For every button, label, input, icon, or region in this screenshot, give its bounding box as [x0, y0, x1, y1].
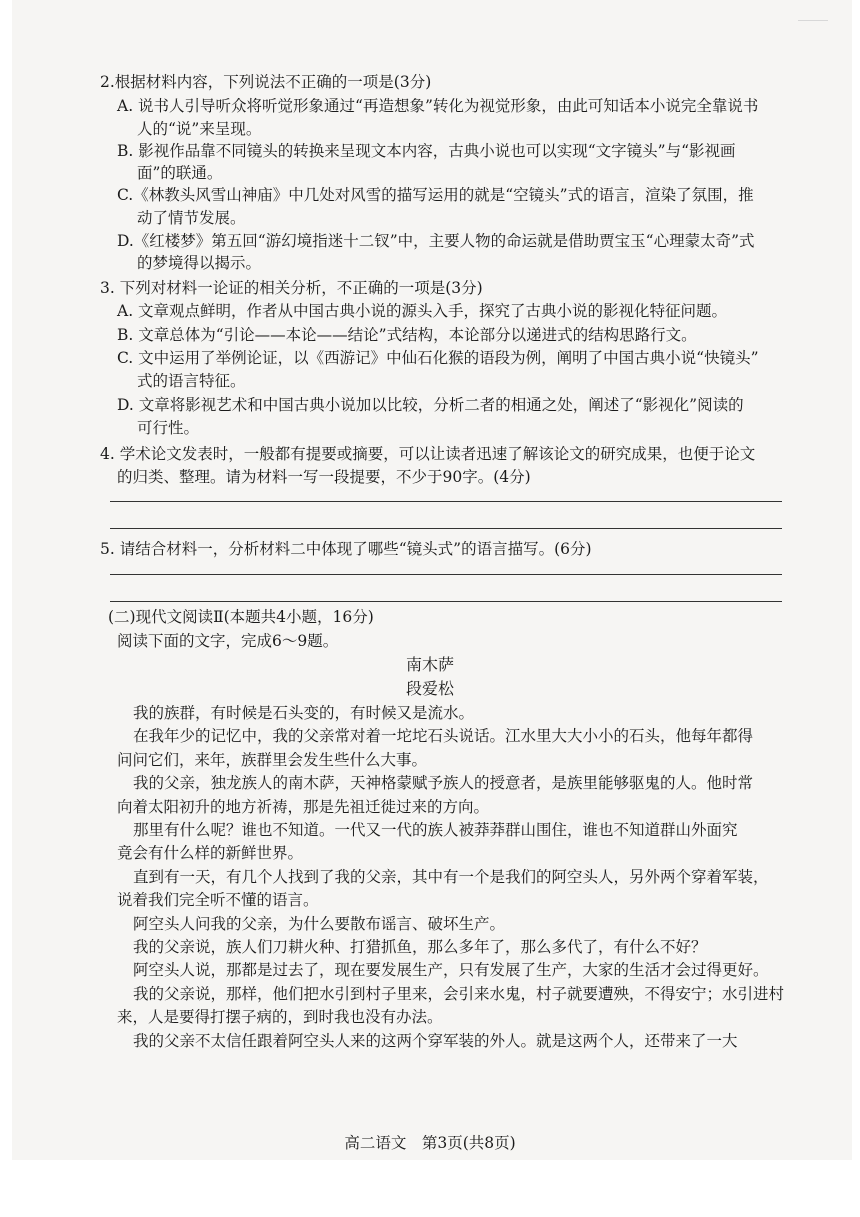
q5-answer-line-1[interactable]	[110, 574, 782, 575]
story-line: 阿空头人问我的父亲，为什么要散布谣言、破坏生产。	[133, 914, 506, 933]
q2-stem: 2.根据材料内容，下列说法不正确的一项是(3分)	[100, 73, 432, 91]
q4-answer-line-1[interactable]	[110, 501, 782, 502]
q4-line2: 的归类、整理。请为材料一写一段提要，不少于90字。(4分)	[117, 468, 531, 486]
story-line: 竟会有什么样的新鲜世界。	[117, 844, 304, 863]
story-line: 问问它们，来年，族群里会发生些什么大事。	[117, 750, 428, 769]
q4-answer-line-2[interactable]	[110, 528, 782, 529]
story-title: 南木萨	[405, 655, 454, 674]
page-footer: 高二语文 第3页(共8页)	[344, 1134, 516, 1152]
story-line: 我的父亲说，族人们刀耕火种、打猎抓鱼，那么多年了，那么多代了，有什么不好？	[133, 938, 707, 956]
q2-option-d-line2: 的梦境得以揭示。	[137, 254, 262, 272]
story-line: 来，人是要得打摆子病的，到时我也没有办法。	[117, 1008, 443, 1027]
story-line: 阿空头人说，那都是过去了，现在要发展生产，只有发展了生产，大家的生活才会过得更好。	[133, 961, 769, 980]
story-line: 我的父亲不太信任跟着阿空头人来的这两个穿军装的外人。就是这两个人，还带来了一大	[133, 1031, 738, 1050]
q3-option-c-line2: 式的语言特征。	[137, 372, 246, 390]
story-line: 向着太阳初升的地方祈祷，那是先祖迁徙过来的方向。	[117, 797, 490, 816]
q2-option-c-line2: 动了情节发展。	[137, 209, 246, 227]
q3-option-d-line2: 可行性。	[137, 419, 200, 437]
q2-option-b-line1: B. 影视作品靠不同镜头的转换来呈现文本内容，古典小说也可以实现“文字镜头”与“影视画	[117, 142, 736, 160]
q2-option-a-line1: A. 说书人引导听众将听觉形象通过“再造想象”转化为视觉形象，由此可知话本小说完全靠说书	[117, 97, 759, 115]
story-line: 那里有什么呢？谁也不知道。一代又一代的族人被莽莽群山围住，谁也不知道群山外面究	[133, 821, 738, 839]
q3-stem: 3. 下列对材料一论证的相关分析，不正确的一项是(3分)	[100, 279, 483, 297]
q2-option-d-line1: D.《红楼梦》第五回“游幻境指迷十二钗”中，主要人物的命运就是借助贾宝玉“心理蒙太奇”式	[117, 232, 755, 250]
story-line: 在我年少的记忆中，我的父亲常对着一坨坨石头说话。江水里大大小小的石头，他每年都得	[133, 727, 754, 746]
story-author: 段爱松	[405, 679, 454, 698]
story-line: 说着我们完全听不懂的语言。	[117, 891, 319, 910]
q3-option-d-line1: D. 文章将影视艺术和中国古典小说加以比较，分析二者的相通之处，阐述了“影视化”阅读的	[117, 396, 744, 414]
q2-option-c-line1: C.《林教头风雪山神庙》中几处对风雪的描写运用的就是“空镜头”式的语言，渲染了氛围，推	[117, 186, 754, 204]
story-line: 我的族群，有时候是石头变的，有时候又是流水。	[133, 704, 475, 722]
corner-mark	[798, 2, 828, 21]
section-2-instruction: 阅读下面的文字，完成6～9题。	[117, 632, 339, 650]
q3-option-c-line1: C. 文中运用了举例论证，以《西游记》中仙石化猴的语段为例，阐明了中国古典小说“快镜头”	[117, 349, 759, 367]
q2-option-b-line2: 面”的联通。	[137, 164, 223, 182]
story-line: 直到有一天，有几个人找到了我的父亲，其中有一个是我们的阿空头人，另外两个穿着军装，	[133, 867, 769, 886]
q3-option-a-line1: A. 文章观点鲜明，作者从中国古典小说的源头入手，探究了古典小说的影视化特征问题。	[117, 302, 728, 320]
story-line: 我的父亲，独龙族人的南木萨，天神格蒙赋予族人的授意者，是族里能够驱鬼的人。他时常	[133, 774, 754, 793]
section-2-header: (二)现代文阅读Ⅱ(本题共4小题，16分)	[108, 608, 374, 626]
story-line: 我的父亲说，那样，他们把水引到村子里来，会引来水鬼，村子就要遭殃，不得安宁；水引进村	[133, 984, 785, 1003]
q2-option-a-line2: 人的“说”来呈现。	[137, 120, 262, 138]
q3-option-b-line1: B. 文章总体为“引论——本论——结论”式结构，本论部分以递进式的结构思路行文。	[117, 326, 697, 344]
q5-line: 5. 请结合材料一，分析材料二中体现了哪些“镜头式”的语言描写。(6分)	[100, 540, 592, 558]
q4-line1: 4. 学术论文发表时，一般都有提要或摘要，可以让读者迅速了解该论文的研究成果，也便于论文	[100, 445, 756, 463]
q5-answer-line-2[interactable]	[110, 601, 782, 602]
